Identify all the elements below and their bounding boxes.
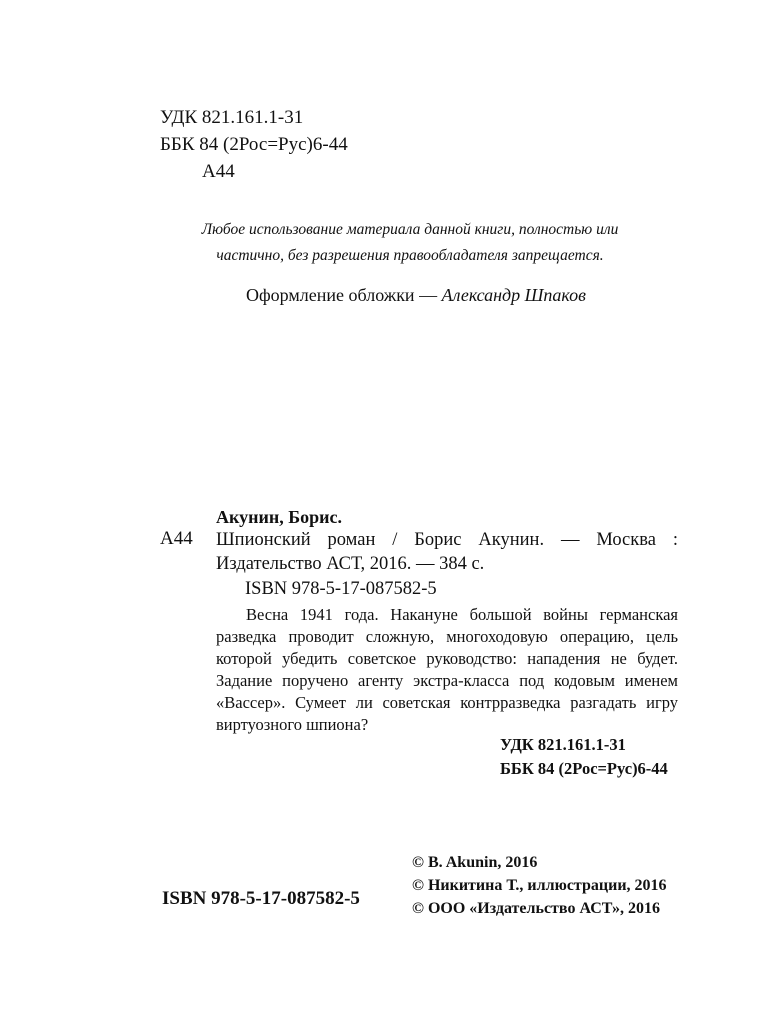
top-classification-block bbox=[160, 104, 348, 185]
cover-credit-label: Оформление обложки — bbox=[246, 285, 442, 305]
catalog-classification-block bbox=[500, 733, 668, 781]
catalog-author: Акунин, Борис. bbox=[216, 507, 342, 527]
catalog-udk-code: УДК 821.161.1-31 bbox=[500, 735, 626, 754]
annotation-line: Весна 1941 года. Накануне большой войны германская bbox=[246, 605, 678, 624]
copyright-line: © B. Akunin, 2016 bbox=[412, 854, 538, 871]
isbn-bottom: ISBN 978-5-17-087582-5 bbox=[162, 888, 360, 909]
catalog-title-line-2: Издательство АСТ, 2016. — 384 с. bbox=[216, 554, 485, 574]
catalog-title-entry bbox=[216, 528, 678, 576]
copyright-line: © Никитина Т., иллюстрации, 2016 bbox=[412, 877, 667, 894]
notice-line-1: Любое использование материала данной книги, полностью или bbox=[201, 221, 619, 238]
notice-line-2: частично, без разрешения правообладателя запрещается. bbox=[216, 247, 604, 264]
catalog-title-line-1: Шпионский роман / Борис Акунин. — Москва : bbox=[216, 530, 678, 550]
annotation-line: виртуозного шпиона? bbox=[216, 715, 369, 734]
annotation-line: которой убедить советское руководство: нападения не будет. bbox=[216, 649, 678, 668]
copyright-lines bbox=[412, 851, 667, 920]
catalog-isbn: ISBN 978-5-17-087582-5 bbox=[245, 579, 437, 599]
copyright-notice bbox=[150, 217, 670, 269]
catalog-bbk-code: ББК 84 (2Рос=Рус)6-44 bbox=[500, 759, 668, 778]
cover-credit-name: Александр Шпаков bbox=[441, 285, 586, 305]
annotation-line: Задание поручено агенту экстра-класса под кодовым именем bbox=[216, 671, 678, 690]
annotation-line: разведка проводит сложную, многоходовую операцию, цель bbox=[216, 627, 678, 646]
annotation-line: «Вассер». Сумеет ли советская контрразведка разгадать игру bbox=[216, 693, 678, 712]
author-sign: А44 bbox=[202, 161, 235, 182]
book-annotation bbox=[216, 604, 678, 736]
cover-design-credit bbox=[150, 285, 682, 306]
copyright-line: © ООО «Издательство АСТ», 2016 bbox=[412, 900, 661, 917]
udk-code: УДК 821.161.1-31 bbox=[160, 107, 304, 128]
bbk-code: ББК 84 (2Рос=Рус)6-44 bbox=[160, 134, 348, 155]
catalog-author-sign: А44 bbox=[160, 528, 193, 549]
